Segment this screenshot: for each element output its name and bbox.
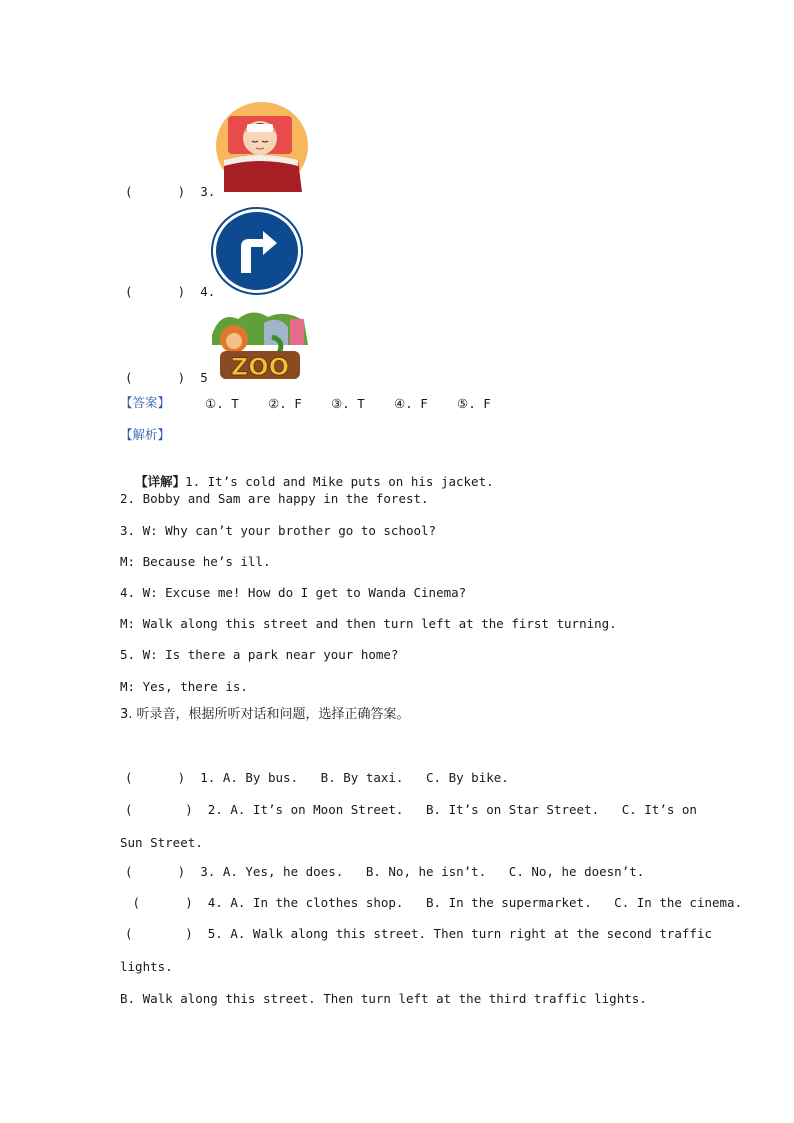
detail-line-1: 1. It’s cold and Mike puts on his jacket. [185,474,494,489]
answer-1: ①. T [205,396,239,411]
zoo-sign-icon [208,305,312,383]
sick-girl-in-bed-icon [210,98,310,194]
analysis-tag: 【解析】 [120,427,171,442]
answer-tag: 【答案】 [120,395,171,410]
detail-line-2: 2. Bobby and Sam are happy in the forest. [120,491,429,506]
detail-line-8: M: Yes, there is. [120,679,248,694]
question-5-option-b: B. Walk along this street. Then turn left at the third traffic lights. [120,991,647,1006]
section-3-title: 3. 听录音，根据所听对话和问题，选择正确答案。 [120,707,410,722]
detail-line-3: 3. W: Why can’t your brother go to school? [120,523,437,538]
detail-line-6: M: Walk along this street and then turn left at the first turning. [120,616,617,631]
answer-4: ④. F [394,396,428,411]
detail-line-4: M: Because he’s ill. [120,554,271,569]
answer-2: ②. F [268,396,302,411]
zoo-sign-text: ZOO [230,353,290,381]
question-5: ( ) 5. A. Walk along this street. Then turn right at the second traffic [125,926,712,941]
turn-right-sign-icon [211,207,303,295]
detail-line-7: 5. W: Is there a park near your home? [120,647,399,662]
item-5-label: ( ) 5 [125,370,208,385]
question-2: ( ) 2. A. It’s on Moon Street. B. It’s on Star Street. C. It’s on [125,802,697,817]
question-3: ( ) 3. A. Yes, he does. B. No, he isn’t. C. No, he doesn’t. [125,864,645,879]
answer-3: ③. T [331,396,365,411]
item-3-label: ( ) 3. [125,184,216,199]
detail-first-line [120,458,494,490]
question-5-continued: lights. [120,959,173,974]
detail-tag: 【详解】 [135,474,186,489]
answer-5: ⑤. F [457,396,491,411]
item-4-label: ( ) 4. [125,284,216,299]
question-2-continued: Sun Street. [120,835,203,850]
question-4: ( ) 4. A. In the clothes shop. B. In the supermarket. C. In the cinema. [125,895,743,910]
question-1: ( ) 1. A. By bus. B. By taxi. C. By bike. [125,770,509,785]
detail-line-5: 4. W: Excuse me! How do I get to Wanda Cinema? [120,585,467,600]
